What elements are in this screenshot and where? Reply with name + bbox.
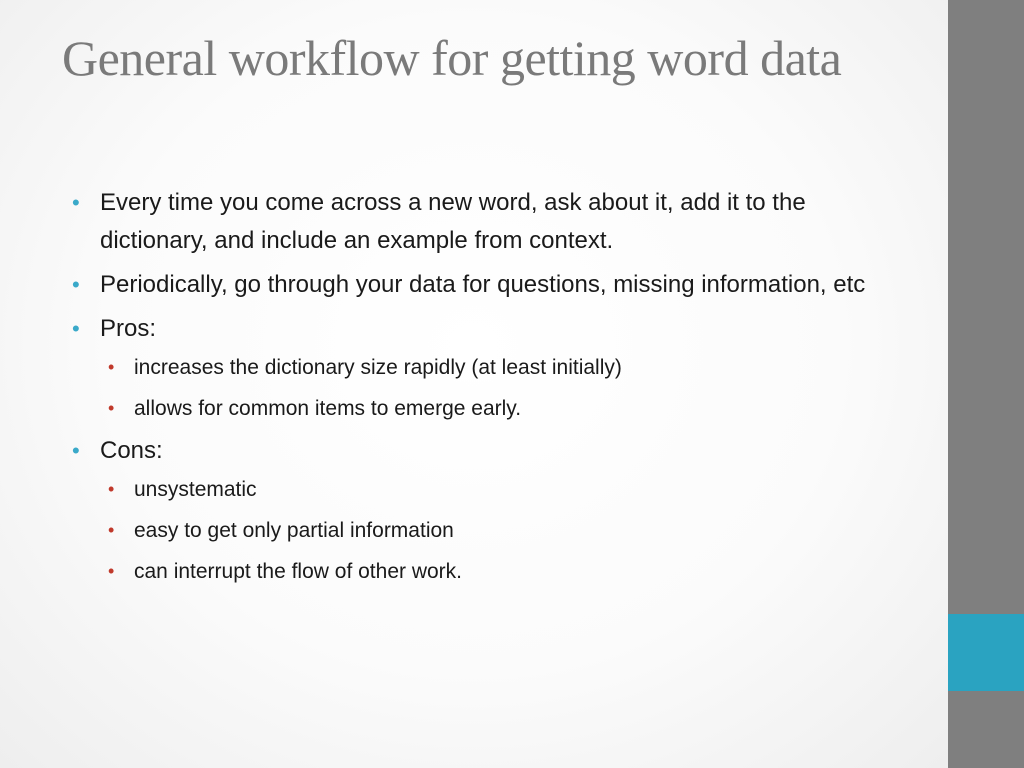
bullet-text: Pros: xyxy=(100,315,157,342)
bullet-dot-icon: • xyxy=(72,190,80,215)
bullet-item xyxy=(72,184,912,260)
sub-bullet-item xyxy=(100,391,912,426)
bullet-item xyxy=(72,266,912,304)
bullet-dot-icon: • xyxy=(72,272,80,297)
bullet-text: Cons: xyxy=(100,437,163,464)
sub-bullet-item xyxy=(100,554,912,589)
sub-bullet-item xyxy=(100,513,912,548)
sidebar-accent-block xyxy=(948,614,1024,691)
sub-bullet-dot-icon: • xyxy=(108,357,115,377)
sub-bullet-text: increases the dictionary size rapidly (at least initially) xyxy=(134,356,622,379)
bullet-list xyxy=(72,184,912,589)
sub-bullet-item xyxy=(100,472,912,507)
bullet-item-cons xyxy=(72,432,912,589)
bullet-dot-icon: • xyxy=(72,316,80,341)
sub-bullet-dot-icon: • xyxy=(108,398,115,418)
sub-bullet-dot-icon: • xyxy=(108,561,115,581)
sub-bullet-text: can interrupt the flow of other work. xyxy=(134,560,462,583)
sub-bullet-list xyxy=(100,472,912,589)
slide-content xyxy=(72,184,912,595)
bullet-item-pros xyxy=(72,310,912,426)
bullet-text: Every time you come across a new word, ask about it, add it to the dictionary, and include an example from context. xyxy=(100,189,806,254)
bullet-text: Periodically, go through your data for questions, missing information, etc xyxy=(100,271,866,298)
bullet-dot-icon: • xyxy=(72,438,80,463)
slide-title: General workflow for getting word data xyxy=(62,30,842,86)
sub-bullet-dot-icon: • xyxy=(108,479,115,499)
sub-bullet-item xyxy=(100,350,912,385)
sub-bullet-list xyxy=(100,350,912,426)
sub-bullet-text: unsystematic xyxy=(134,478,257,501)
sub-bullet-text: allows for common items to emerge early. xyxy=(134,397,522,420)
sub-bullet-dot-icon: • xyxy=(108,520,115,540)
sub-bullet-text: easy to get only partial information xyxy=(134,519,454,542)
